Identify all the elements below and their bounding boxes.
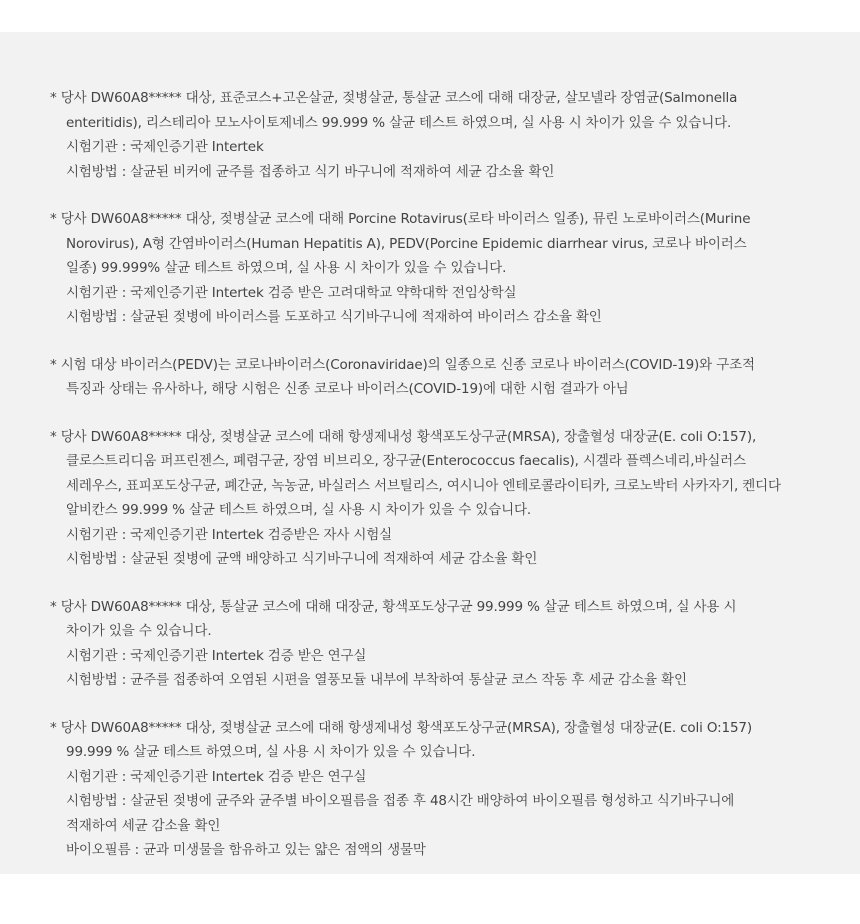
test-method: 시험방법 : 균주를 접종하여 오염된 시편을 열풍모듈 내부에 부착하여 통살균 코스 작동 후 세균 감소율 확인 <box>66 672 687 688</box>
test-institution: 시험기관 : 국제인증기관 Intertek <box>66 139 264 155</box>
note-line: Norovirus), A형 간염바이러스(Human Hepatitis A), PEDV(Porcine Epidemic diarrhear virus, 코로나 바이러스 <box>66 235 747 252</box>
note-pedv-disclaimer <box>50 353 820 402</box>
test-method: 시험방법 : 살균된 젖병에 바이러스를 도포하고 식기바구니에 적재하여 바이러스 감소율 확인 <box>66 309 602 325</box>
note-biofilm-test <box>50 716 820 863</box>
test-institution: 시험기관 : 국제인증기관 Intertek 검증받은 자사 시험실 <box>66 526 393 543</box>
note-line: 일종) 99.999% 살균 테스트 하였으며, 실 사용 시 차이가 있을 수 있습니다. <box>66 260 507 276</box>
biofilm-definition: 바이오필름 : 균과 미생물을 함유하고 있는 얇은 점액의 생물막 <box>66 842 426 858</box>
test-notes <box>50 86 820 863</box>
note-line: * 시험 대상 바이러스(PEDV)는 코로나바이러스(Coronaviridae)의 일종으로 신종 코로나 바이러스(COVID-19)와 구조적 <box>50 356 755 373</box>
note-virus-test <box>50 207 820 330</box>
disclaimer-panel <box>0 32 860 874</box>
test-institution: 시험기관 : 국제인증기관 Intertek 검증 받은 연구실 <box>66 768 367 785</box>
note-line: * 당사 DW60A8***** 대상, 젖병살균 코스에 대해 항생제내성 황색포도상구균(MRSA), 장출혈성 대장균(E. coli O:157), <box>50 428 757 445</box>
note-line: * 당사 DW60A8***** 대상, 젖병살균 코스에 대해 Porcine Rotavirus(로타 바이러스 일종), 뮤린 노로바이러스(Murine <box>50 211 751 227</box>
note-line: 99.999 % 살균 테스트 하였으며, 실 사용 시 차이가 있을 수 있습니다. <box>66 744 476 760</box>
note-standard-course <box>50 86 820 184</box>
test-method: 시험방법 : 살균된 젖병에 균액 배양하고 식기바구니에 적재하여 세균 감소율 확인 <box>66 551 538 567</box>
note-line: 차이가 있을 수 있습니다. <box>66 623 212 639</box>
test-institution: 시험기관 : 국제인증기관 Intertek 검증 받은 고려대학교 약학대학 전임상학실 <box>66 284 517 301</box>
note-line: * 당사 DW60A8***** 대상, 통살균 코스에 대해 대장균, 황색포도상구균 99.999 % 살균 테스트 하였으며, 실 사용 시 <box>50 598 737 615</box>
test-institution: 시험기관 : 국제인증기관 Intertek 검증 받은 연구실 <box>66 647 367 664</box>
note-line: 세레우스, 표피포도상구균, 폐간균, 녹농균, 바실러스 서브틸리스, 여시니아 엔테로콜라이티카, 크로노박터 사카자기, 켄디다 <box>66 477 781 494</box>
test-method: 시험방법 : 살균된 비커에 균주를 접종하고 식기 바구니에 적재하여 세균 감소율 확인 <box>66 163 555 180</box>
note-line: * 당사 DW60A8***** 대상, 표준코스+고온살균, 젖병살균, 통살균 코스에 대해 대장균, 살모넬라 장염균(Salmonella <box>50 90 738 106</box>
test-method-continued: 적재하여 세균 감소율 확인 <box>66 817 221 834</box>
note-bacteria-test <box>50 425 820 572</box>
note-whole-sterilization <box>50 595 820 693</box>
note-line: * 당사 DW60A8***** 대상, 젖병살균 코스에 대해 항생제내성 황색포도상구균(MRSA), 장출혈성 대장균(E. coli O:157) <box>50 719 752 736</box>
note-line: 클로스트리디움 퍼프린젠스, 폐렴구균, 장염 비브리오, 장구균(Enterococcus faecalis), 시겔라 플렉스네리,바실러스 <box>66 453 746 469</box>
note-line: enteritidis), 리스테리아 모노사이토제네스 99.999 % 살균 테스트 하였으며, 실 사용 시 차이가 있을 수 있습니다. <box>66 114 732 131</box>
note-line: 특징과 상태는 유사하나, 해당 시험은 신종 코로나 바이러스(COVID-19)에 대한 시험 결과가 아님 <box>66 381 629 397</box>
note-line: 알비칸스 99.999 % 살균 테스트 하였으며, 실 사용 시 차이가 있을 수 있습니다. <box>66 502 532 518</box>
test-method: 시험방법 : 살균된 젖병에 균주와 균주별 바이오필름을 접종 후 48시간 배양하여 바이오필름 형성하고 식기바구니에 <box>66 793 735 809</box>
